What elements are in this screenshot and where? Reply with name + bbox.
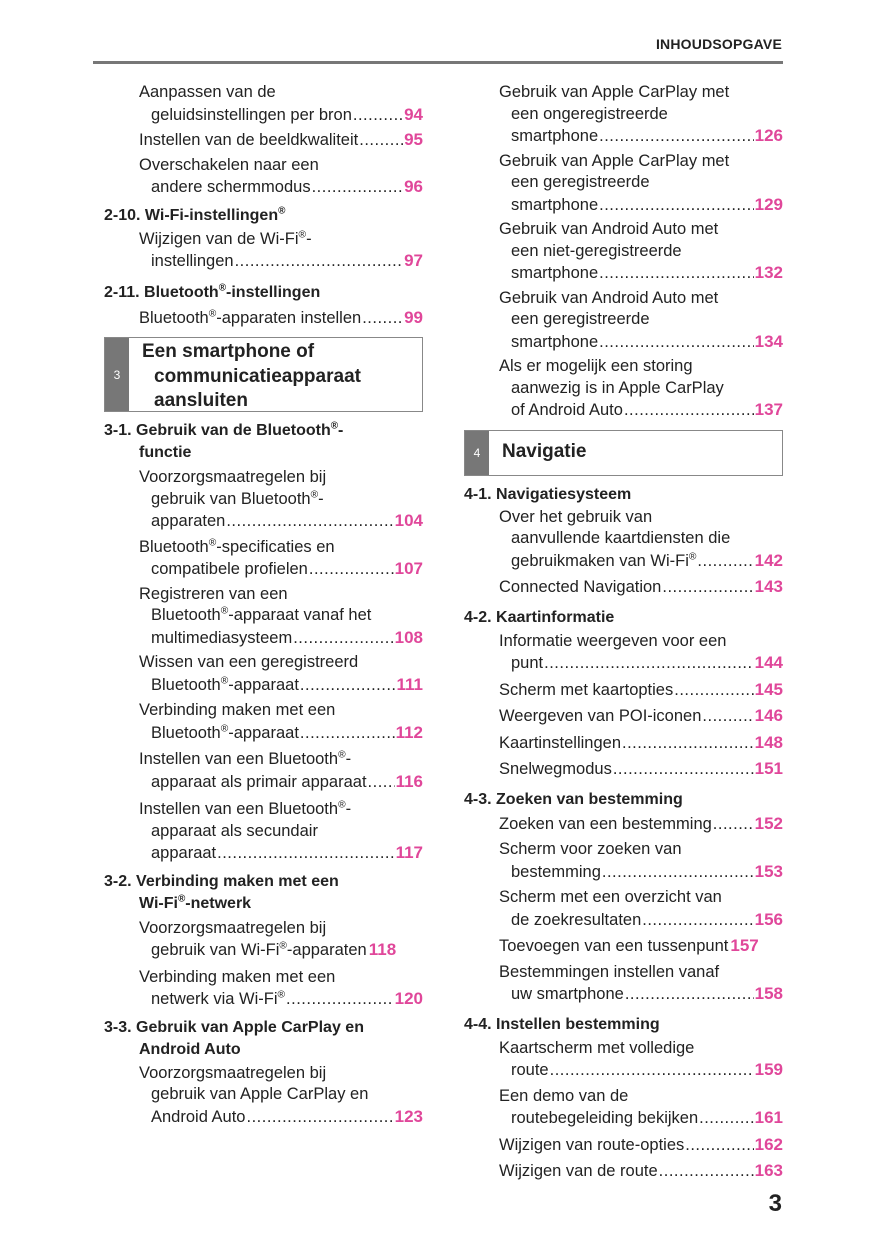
page-number-link: 118 [368,940,397,959]
dot-leader [625,984,754,1006]
toc-entry-text: Weergeven van POI-iconen [499,707,702,725]
toc-entry-text: Gebruik van Apple CarPlay met [499,83,730,101]
toc-entry-text: een ongeregistreerde [511,104,668,123]
toc-entry-text: een geregistreerde [511,173,650,191]
toc-section-4-3[interactable]: 4-3. Zoeken van bestemming [464,790,683,808]
toc-entry[interactable] [464,962,783,1006]
toc-entry-text: de zoekresultaten [511,910,642,929]
toc-entry[interactable] [464,631,783,675]
page-number-link[interactable]: 146 [754,706,783,725]
dot-leader [599,126,753,148]
page-number-link[interactable]: 126 [754,126,783,145]
toc-entry-text: een niet-geregistreerde [511,241,682,260]
toc-entry[interactable]: Wijzigen van de Wi-Fi®- instellingen ..... 97 [104,229,423,273]
page-number-link[interactable]: 134 [754,331,783,351]
toc-entry[interactable] [464,356,783,422]
page-number-link: 117 [395,843,423,862]
toc-section-4-2[interactable]: 4-2. Kaartinformatie [464,608,615,626]
dot-leader [699,1108,753,1130]
toc-section-3-1[interactable]: 3-1. Gebruik van de Bluetooth®- functie [104,420,344,461]
toc-section-4-4[interactable]: 4-4. Instellen bestemming [464,1015,660,1033]
dot-leader [599,195,753,217]
page-number-link[interactable]: 145 [754,679,783,699]
toc-entry-text: Informatie weergeven voor een [499,631,727,650]
dot-leader [659,1161,754,1183]
toc-entry-text: Scherm met kaartopties [499,680,674,699]
toc-entry-text: of Android Auto [511,401,623,419]
page-number-link[interactable]: 152 [754,813,783,833]
chapter-number: 3 [105,338,129,411]
toc-entry[interactable]: Instellen van een Bluetooth®- apparaat als primair apparaat ..... 116 [104,749,423,793]
toc-entry-text: Scherm met een overzicht van [499,888,722,906]
page-number-link: 111 [396,674,423,694]
dot-leader [642,910,753,932]
page-number-link[interactable]: 163 [754,1161,783,1180]
toc-entry[interactable] [104,155,423,199]
toc-entry[interactable] [464,839,783,883]
toc-entry-text: routebegeleiding bekijken [511,1109,699,1127]
dot-leader [353,105,403,127]
toc-section-2-10[interactable]: 2-10. Wi-Fi-instellingen® [104,205,286,224]
toc-entry[interactable] [464,887,783,931]
header-title: INHOUDSOPGAVE [655,36,782,52]
toc-entry[interactable] [464,1038,783,1082]
chapter-title: Navigatie [502,441,587,463]
dot-leader [685,1135,753,1157]
toc-section-3-2[interactable]: 3-2. Verbinding maken met een Wi-Fi®-netwerk [104,872,339,912]
dot-leader [622,733,754,755]
page-number-link[interactable]: 156 [754,909,783,929]
chapter-4-header[interactable] [464,430,783,476]
toc-entry-text: uw smartphone [511,985,624,1003]
toc-entry-text: Wijzigen van route-opties [499,1135,685,1154]
toc-right-column [464,80,783,1183]
toc-entry-text: Bestemmingen instellen vanaf [499,962,720,981]
toc-entry[interactable]: Registreren van een Bluetooth®-apparaat vanaf het multimediasysteem ..... 108 [104,584,423,650]
toc-entry[interactable]: Bluetooth®-apparaten instellen ..... 99 [104,307,423,330]
page-number-link[interactable]: 161 [754,1108,783,1127]
toc-entry[interactable]: Voorzorgsmaatregelen bij gebruik van Apple CarPlay en Android Auto ..... 123 [104,1063,423,1129]
page-number-link[interactable]: 95 [404,130,423,149]
toc-entry[interactable] [104,82,423,126]
toc-entry[interactable]: Verbinding maken met een Bluetooth®-apparaat ..... 112 [104,700,423,744]
toc-section-4-1[interactable]: 4-1. Navigatiesysteem [464,485,632,503]
toc-entry-text: smartphone [511,195,599,214]
page-number-link: 108 [394,627,423,647]
toc-entry[interactable] [464,1160,783,1183]
toc-continued-items [464,82,783,422]
page-number-link[interactable]: 157 [730,936,759,955]
page-number-link: 112 [395,722,423,742]
toc-left-column [104,80,423,1128]
page-number-link[interactable]: 158 [754,984,783,1003]
toc-continued-items [104,82,423,199]
toc-entry-text: Kaartinstellingen [499,733,621,752]
toc-entry[interactable]: Voorzorgsmaatregelen bij gebruik van Bluetooth®- apparaten ..... 104 [104,467,423,533]
page-number-link: 107 [394,559,423,578]
toc-entry[interactable] [464,705,783,728]
toc-entry-text: Aanpassen van de [139,83,276,101]
page-number-link: 143 [754,577,783,596]
toc-entry-text: Een demo van de [499,1086,629,1105]
dot-leader [713,814,754,836]
page-number-link[interactable]: 151 [754,759,783,778]
dot-leader [599,263,753,285]
toc-entry[interactable] [464,1086,783,1130]
toc-entry-text: Gebruik van Android Auto met [499,220,719,238]
toc-entry-text: Scherm voor zoeken van [499,840,682,858]
toc-entry[interactable]: Verbinding maken met een netwerk via Wi-Fi® ..... 120 [104,967,423,1011]
dot-leader [550,1060,754,1082]
page-number-link[interactable]: 137 [754,400,783,419]
toc-entry[interactable]: Over het gebruik van aanvullende kaartdiensten die gebruikmaken van Wi-Fi® ..... 142 [464,507,783,573]
page-number-link[interactable]: 96 [404,177,423,196]
chapter-number: 4 [465,431,489,475]
toc-entry[interactable] [464,288,783,354]
toc-entry[interactable] [464,151,783,217]
dot-leader [613,759,754,781]
toc-entry-text: smartphone [511,264,599,282]
toc-entry-text: een geregistreerde [511,310,650,328]
toc-entry-text: Als er mogelijk een storing [499,357,693,375]
toc-entry-text: Zoeken van een bestemming [499,814,712,833]
page-number-link: 97 [404,251,423,270]
toc-entries-4-2 [464,631,783,781]
page-number-link[interactable]: 162 [754,1134,783,1154]
toc-entry-text: andere schermmodus [151,178,311,196]
page-number-link: 116 [395,771,423,791]
dot-leader [359,130,403,152]
dot-leader [624,400,754,422]
toc-entries-4-3 [464,813,783,1006]
toc-section-3-3[interactable]: 3-3. Gebruik van Apple CarPlay en Android Auto [104,1018,364,1058]
page-number-link[interactable]: 148 [754,732,783,752]
toc-entry-text: punt [511,654,544,672]
page-number-link: 104 [394,511,423,530]
toc-entry[interactable]: Connected Navigation ..... 143 [464,576,783,599]
toc-entry[interactable] [464,1134,783,1157]
page-number-link[interactable]: 129 [754,194,783,214]
toc-entry[interactable] [464,813,783,836]
dot-leader [702,706,753,728]
dot-leader [602,862,754,884]
page-number-link[interactable]: 153 [754,861,783,881]
toc-entry-text: route [511,1061,549,1079]
toc-entry[interactable]: Instellen van een Bluetooth®- apparaat als secundair apparaat ..... 117 [104,799,423,865]
toc-entry[interactable] [464,935,783,958]
dot-leader [544,653,754,675]
toc-entry[interactable]: Wissen van een geregistreerd Bluetooth®-apparaat ..... 111 [104,652,423,696]
toc-entry-text: Kaartscherm met volledige [499,1038,695,1057]
dot-leader [312,177,404,199]
toc-section-2-11[interactable]: 2-11. Bluetooth®-instellingen [104,282,321,301]
page-number-link[interactable]: 144 [754,653,783,672]
page-number-link[interactable]: 132 [754,263,783,282]
toc-entry[interactable] [104,129,423,152]
page-number-link: 123 [394,1106,423,1126]
toc-entry[interactable]: Voorzorgsmaatregelen bij gebruik van Wi-Fi®-apparaten 118 [139,918,397,959]
page-number: 3 [768,1190,782,1217]
toc-entry-text: Snelwegmodus [499,760,612,778]
page-number-link: 120 [394,989,423,1008]
page-number-link: 99 [404,307,423,327]
toc-entry-text: smartphone [511,332,599,351]
toc-entry-text: bestemming [511,862,601,881]
dot-leader [674,680,753,702]
toc-entry[interactable] [464,732,783,755]
header-rule [93,61,783,64]
chapter-3-header[interactable] [104,337,423,412]
page-number-link: 142 [754,550,783,570]
toc-entries-4-4 [464,1038,783,1183]
toc-entry-text: Toevoegen van een tussenpunt [499,937,729,955]
toc-entry[interactable] [464,82,783,148]
toc-entry-text: Gebruik van Apple CarPlay met [499,151,730,170]
toc-entry-text: Overschakelen naar een [139,155,319,174]
dot-leader [599,332,753,354]
toc-entry[interactable] [464,679,783,702]
toc-entry-text: Wijzigen van de route [499,1162,658,1180]
toc-entry[interactable]: Bluetooth®-specificaties en compatibele profielen ..... 107 [104,537,423,581]
toc-entry[interactable] [464,758,783,781]
toc-entry-text: Gebruik van Android Auto met [499,288,719,307]
page-number-link[interactable]: 94 [404,104,423,124]
toc-entry-text: geluidsinstellingen per bron [151,105,352,124]
toc-entry[interactable] [464,219,783,285]
toc-entry-text: smartphone [511,127,599,145]
page-number-link[interactable]: 159 [754,1060,783,1079]
chapter-title: Een smartphone of communicatieapparaat aansluiten [142,341,361,411]
toc-entry-text: aanwezig is in Apple CarPlay [511,378,724,397]
toc-entry-text: Instellen van de beeldkwaliteit [139,131,359,149]
